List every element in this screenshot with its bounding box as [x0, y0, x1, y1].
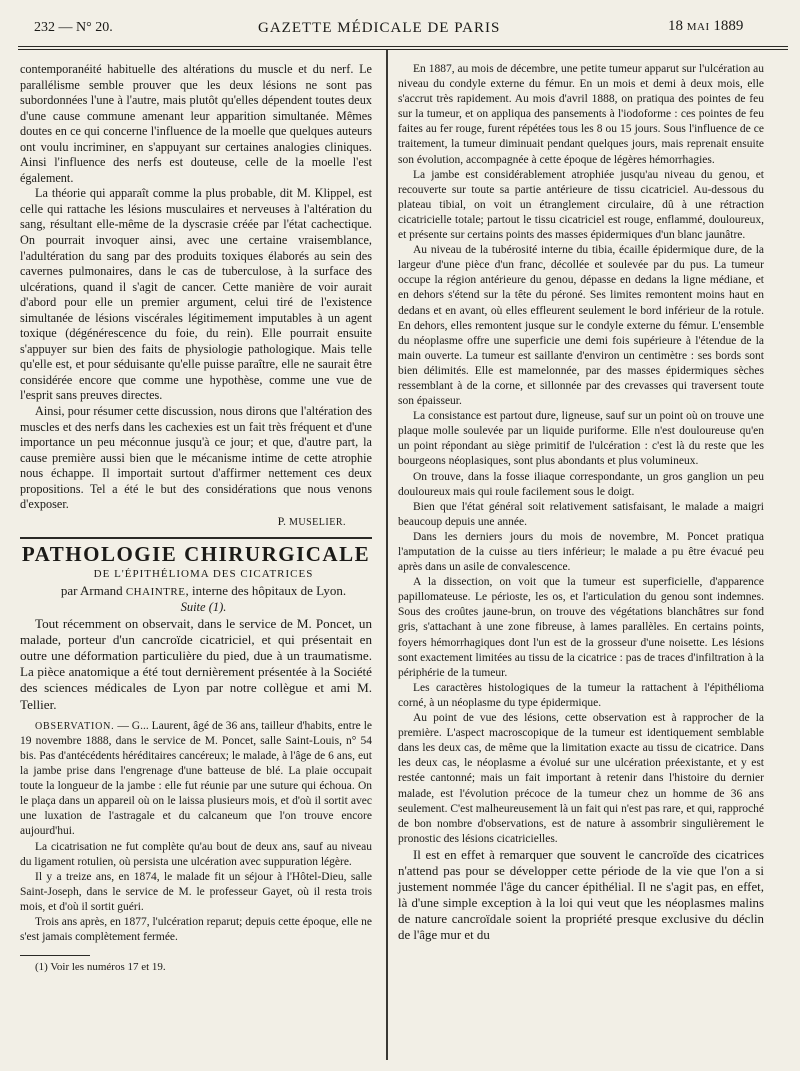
right-paragraph-2: La jambe est considérablement atrophiée jusqu'au niveau du genou, et recouverte sur toute sa partie antérieure de tissu cicatriciel. Au-dessous du plateau tibial, on voit un étranglement circulaire, dû à une rétraction cicatricielle totale; partout le tissu cicatriciel est rouge, enflammé, douloureux, et présente sur certains points des masses épidermiques d'un blanc jaunâtre. [398, 168, 764, 242]
right-paragraph-10: Au point de vue des lésions, cette observation est à rapprocher de la première. L'aspect macroscopique de la tumeur est identiquement semblable dans les deux cas, de même que la limitation exacte au tissu de cicatrice. Dans les deux cas, le néoplasme a évolué sur une ulcération préexistante, et y est restée cantonné; mais un fait important à retenir dans l'histoire du dernier malade, est l'évolution précoce de la tumeur chez un homme de 36 ans seulement. C'est malheureusement là un fait qui n'est pas rare, et qui, rapproché de bon nombre d'observations, est de nature à assombrir singulièrement le pronostic des lésions cicatricielles. [398, 712, 764, 845]
right-paragraph-8: A la dissection, on voit que la tumeur est superficielle, d'apparence papillomateuse. Le périoste, les os, et l'articulation du genou sont indemnes. Sous des croûtes jaune-brun, on trouve des végétations blanchâtres sur fond gris, s'attachant à une zone fibreuse, à lames parallèles. En certains points, foyers hémorrhagiques dont l'un est de la grosseur d'une noisette. Les lésions sont exactement limitées au tissu de la cicatrice : pas de traces d'infiltration à la périphérie de la tumeur. [398, 576, 764, 679]
right-paragraph-1: En 1887, au mois de décembre, une petite tumeur apparut sur l'ulcération au niveau du condyle externe du fémur. En un mois et demi à deux mois, elle s'accrut très rapidement. Au mois d'avril 1888, on pratiqua des pointes de feu sur la tumeur, et on appliqua des pansements à l'iodoforme : ces pointes de feu faites au fer rouge, furent répétées tous les 8 ou 15 jours. Sous l'influence de ce traitement, la tumeur diminuait pendant quelques jours, mais reprenait ensuite son évolution, accompagnée à cette époque de légères hémorrhagies. [398, 63, 764, 166]
suite-label: Suite (1). [180, 600, 227, 615]
page-number: 232 — N° 20. [34, 20, 113, 35]
byline-prefix: par Armand [60, 582, 123, 598]
author-name: CHAINTRE [125, 585, 186, 598]
right-paragraph-5: On trouve, dans la fosse iliaque correspondante, un gros ganglion un peu douloureux mais qui roule facilement sous le doigt. [398, 470, 764, 498]
right-paragraph-7: Dans les derniers jours du mois de novembre, M. Poncet pratiqua l'amputation de la cuisse au tiers inférieur; le malade a pu être évacué peu après dans un asile de convalescence. [398, 530, 764, 574]
observation-paragraph-4: Trois ans après, en 1877, l'ulcération reparut; depuis cette époque, elle ne s'est jamais complètement fermée. [20, 916, 372, 944]
signature-initial: P. [277, 513, 286, 528]
signature [20, 514, 346, 531]
journal-title: GAZETTE MÉDICALE DE PARIS [258, 20, 501, 36]
date-day: 18 [668, 18, 683, 34]
footnote: (1) Voir les numéros 17 et 19. [35, 961, 166, 974]
right-paragraph-6: Bien que l'état général soit relativement satisfaisant, le malade a maigri beaucoup depuis une année. [398, 500, 764, 528]
observation-paragraph [20, 719, 372, 840]
intro-paragraph-2: La théorie qui apparaît comme la plus probable, dit M. Klippel, est celle qui rattache les lésions musculaires et nerveuses à l'altération du sang, résultant elle-même de la dyscrasie créée par l'état cachectique. On pourrait invoquer ainsi, avec une certaine vraisemblance, l'adultération du sang par des produits toxiques élaborés au sein des cavernes pulmonaires, dans le cas de tuberculose, à la surface des ulcérations, quand il s'agit de cancer. Cette manière de voir aurait d'abord pour elle un premier argument, celui tiré de l'existence simultanée de lésions viscérales légitimement imputables à un agent toxique (dégénérescence du foie, du rein). Elle pourrait ensuite s'appuyer sur bien des faits de physiologie pathologique. Mais telle qu'elle est, et pour séduisante qu'elle puisse paraître, elle ne saurait être considérée encore que comme une hypothèse, comme une vue de l'esprit sans preuves directes. [20, 186, 372, 403]
footnote-rule [20, 955, 90, 956]
issue-date [668, 18, 743, 35]
header-rule-top [18, 46, 788, 47]
observation-paragraph-3: Il y a treize ans, en 1874, le malade fit un séjour à l'Hôtel-Dieu, salle Saint-Joseph, dans le service de M. le professeur Gayet, où il resta trois mois, et d'où il sortit guéri. [20, 870, 372, 913]
section-rule [20, 537, 372, 539]
section-title: PATHOLOGIE CHIRURGICALE [21, 542, 371, 567]
article-title: DE L'ÉPITHÉLIOMA DES CICATRICES [93, 567, 314, 580]
right-column [398, 62, 764, 943]
right-paragraph-11: Il est en effet à remarquer que souvent le cancroïde des cicatrices n'attend pas pour se développer cette période de la vie que l'on a si justement nommée l'âge du cancer épithélial. Il ne s'agit pas, en effet, là d'une simple exception à la loi qui veut que les néoplasmes malins de nature cancroïdale soient la propriété presque exclusive du déclin de l'âge mur et du [398, 847, 764, 943]
observation-paragraph-2: La cicatrisation ne fut complète qu'au bout de deux ans, sauf au niveau du ligament rotulien, où persista une ulcération avec suppuration légère. [20, 840, 372, 868]
intro-paragraph-3: Ainsi, pour résumer cette discussion, nous dirons que l'altération des muscles et des nerfs dans les cachexies est un fait très fréquent et d'une importance un peu méconnue jusqu'à ce jour; et que, d'autre part, la cause première aussi bien que le mécanisme intime de cette atrophie nous échappe. Il importait surtout d'affirmer nettement ces deux propositions. Tel a été le but des considérations que nous venons d'exposer. [20, 404, 372, 512]
page-header [0, 18, 800, 46]
observation-label: OBSERVATION. [35, 720, 115, 732]
signature-name: MUSELIER. [289, 516, 346, 528]
right-paragraph-3: Au niveau de la tubérosité interne du tibia, écaille épidermique dure, de la largeur d'une pièce d'un franc, décollée et soulevée par du pus. La tumeur occupe la région antérieure du genou, dépasse en dedans la ligne médiane, et en dehors s'étend sur la tête du péroné. Ses limites remontent moins haut en dedans et en avant, où elles effleurent seulement le bord inférieur de la rotule. En dehors, elles remontent jusque sur le condyle externe du fémur. L'ensemble du néoplasme offre une superficie une demi fois supérieure à l'étendue de la main ouverte. La tumeur est saillante d'environ un centimètre : ses bords sont bien délimités. Elle est mamelonnée, par des masses épidermiques sèches ressemblant à de la corne, et sillonnée par des crevasses qui traversent toute son épaisseur. [398, 244, 764, 408]
byline-suffix: , interne des hôpitaux de Lyon. [185, 582, 347, 598]
date-year: 1889 [713, 18, 744, 34]
header-rule-bottom [18, 49, 788, 50]
date-month: MAI [686, 21, 710, 33]
article-intro: Tout récemment on observait, dans le service de M. Poncet, un malade, porteur d'un cancroïde cicatriciel, et qui présentait en outre une déformation particulière du pied, due à un traumatisme. La pièce anatomique a été tout dernièrement présentée à la Société des sciences médicales de Lyon par notre collègue et ami M. Tellier. [20, 615, 372, 712]
right-paragraph-9: Les caractères histologiques de la tumeur la rattachent à l'épithélioma corné, à un néoplasme du type épidermique. [398, 681, 764, 709]
observation-text: — G... Laurent, âgé de 36 ans, tailleur d'habits, entre le 19 novembre 1888, dans le service de M. Poncet, salle Saint-Louis, n° 54 bis. Pas d'antécédents héréditaires cancéreux; le malade, à l'âge de 6 ans, eut la jambe prise dans l'engrenage d'une batteuse de blé. La plaie occupait toute la longueur de la jambe : elle fut réunie par une suture qui échoua. On le plaça dans un appareil où on le laissa plusieurs mois, et d'où il sortit avec une luxation de l'astragale et du calcaneum que l'on trouve encore aujourd'hui. [20, 719, 372, 838]
byline [20, 583, 372, 601]
left-column [20, 62, 372, 976]
intro-paragraph-1: contemporanéité habituelle des altérations du muscle et du nerf. Le parallélisme semble prouver que les deux lésions ne sont pas subordonnées l'une à l'autre, mais plutôt qu'elles dépendent toutes deux d'une cause commune amenant leur apparition simultanée. Mêmes doutes en ce qui concerne l'influence de la moelle que quelques auteurs ont voulu incriminer, en s'appuyant sur certaines analogies cliniques. Ainsi l'influence des nerfs est douteuse, celle de la moelle l'est également. [20, 62, 372, 185]
column-divider [386, 50, 388, 1060]
right-paragraph-4: La consistance est partout dure, ligneuse, sauf sur un point où on trouve une plaque molle soulevée par un liquide puriforme. Elle n'est douloureuse qu'en un point répondant au siège primitif de l'ulcération : c'est là du reste que les bourgeons néoplasiques, sont plus abondants et plus volumineux. [398, 410, 764, 468]
